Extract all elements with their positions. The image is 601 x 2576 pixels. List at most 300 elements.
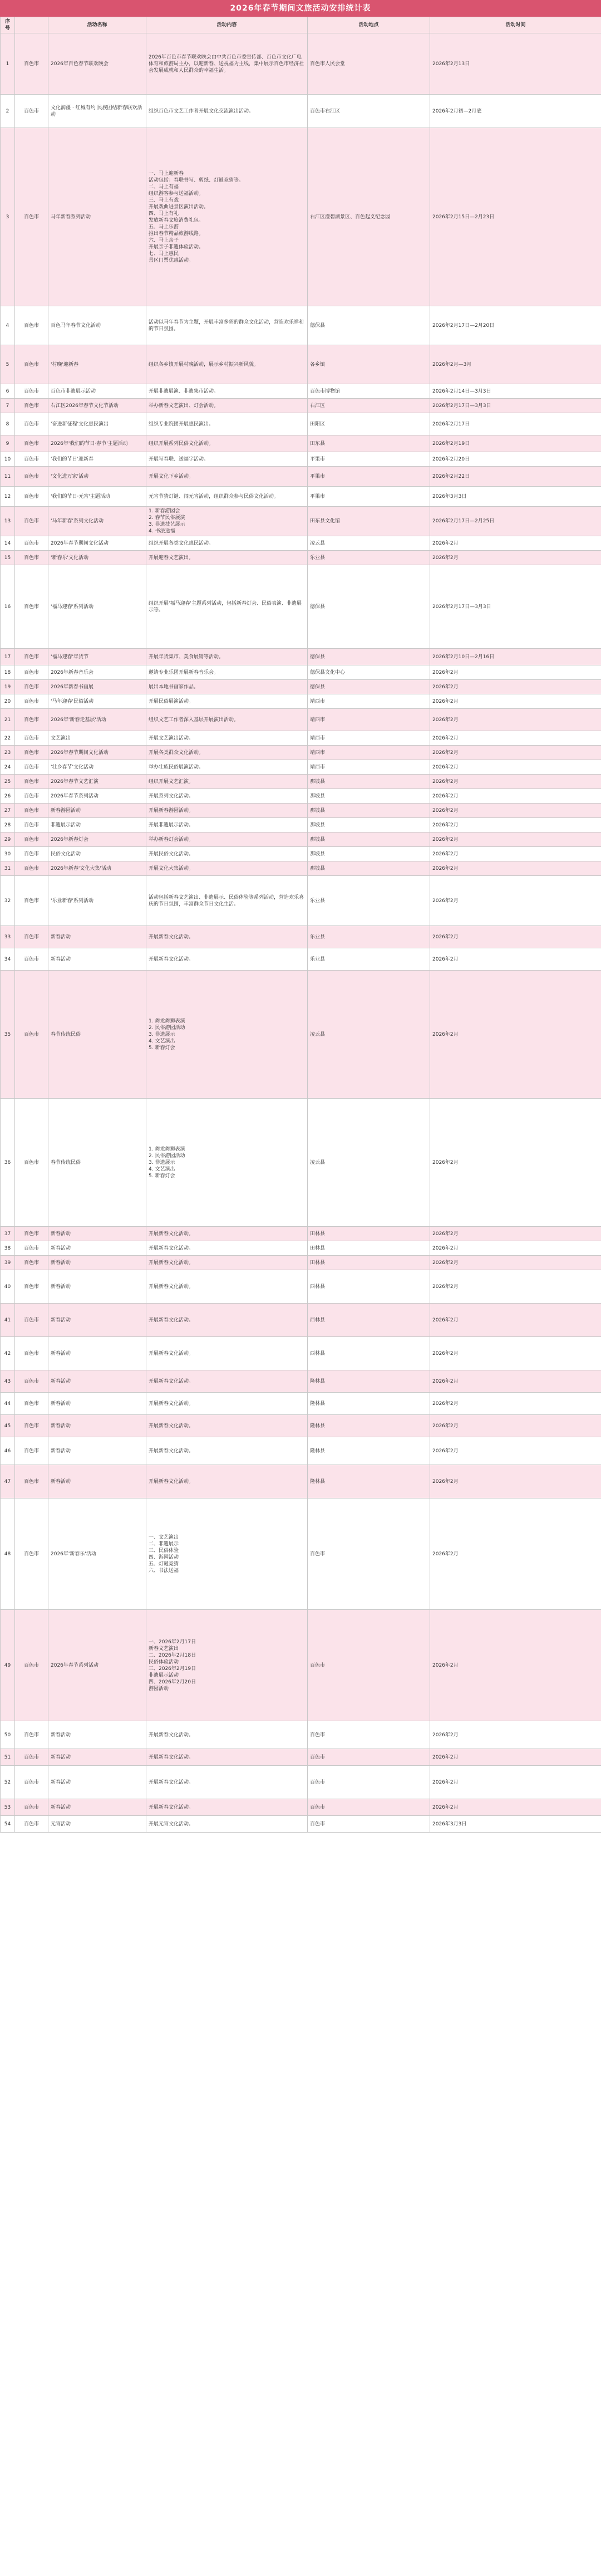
row-activity-name: '乐业新春'系列活动	[48, 876, 146, 926]
table-row	[1, 665, 601, 680]
row-number: 24	[1, 760, 15, 775]
row-activity-name: 新春活动	[48, 1270, 146, 1304]
row-number: 7	[1, 399, 15, 413]
row-city: 百色市	[15, 789, 48, 804]
row-number: 49	[1, 1610, 15, 1721]
row-number: 26	[1, 789, 15, 804]
row-city: 百色市	[15, 818, 48, 832]
row-activity-time: 2026年2月	[430, 1227, 601, 1241]
row-activity-time: 2026年2月13日	[430, 33, 601, 95]
row-activity-place: 西林县	[308, 1304, 430, 1337]
table-row	[1, 435, 601, 452]
row-activity-time: 2026年2月	[430, 760, 601, 775]
table-row	[1, 680, 601, 694]
table-row	[1, 345, 601, 384]
row-activity-place: 乐业县	[308, 876, 430, 926]
row-activity-place: 田阳区	[308, 413, 430, 435]
row-number: 5	[1, 345, 15, 384]
row-activity-place: 那坡县	[308, 847, 430, 861]
row-activity-name: '马年新春'系列文化活动	[48, 507, 146, 536]
row-activity-content: 开展文化下乡活动。	[146, 467, 308, 487]
table-row	[1, 746, 601, 760]
row-activity-name: 2026年春节系列活动	[48, 789, 146, 804]
row-number: 11	[1, 467, 15, 487]
header-name: 活动名称	[48, 17, 146, 33]
row-activity-place: 西林县	[308, 1337, 430, 1370]
row-number: 45	[1, 1415, 15, 1437]
row-activity-time: 2026年2月	[430, 1766, 601, 1799]
table-row	[1, 452, 601, 467]
row-number: 50	[1, 1721, 15, 1749]
row-city: 百色市	[15, 1270, 48, 1304]
row-number: 33	[1, 926, 15, 948]
table-row	[1, 694, 601, 709]
row-activity-name: 新春活动	[48, 1437, 146, 1465]
row-number: 17	[1, 649, 15, 665]
row-city: 百色市	[15, 1393, 48, 1415]
row-city: 百色市	[15, 306, 48, 345]
row-activity-content: 展出本地书画家作品。	[146, 680, 308, 694]
row-activity-time: 2026年2月	[430, 1241, 601, 1256]
table-row	[1, 1766, 601, 1799]
row-activity-content: 组织百色市文艺工作者开展文化交流演出活动。	[146, 95, 308, 128]
row-city: 百色市	[15, 694, 48, 709]
table-row	[1, 551, 601, 565]
row-city: 百色市	[15, 665, 48, 680]
row-activity-place: 乐业县	[308, 926, 430, 948]
row-activity-name: 文化润疆 · 红城有约 民族团结新春联欢活动	[48, 95, 146, 128]
row-activity-time: 2026年3月3日	[430, 487, 601, 507]
table-row	[1, 1304, 601, 1337]
row-activity-place: 各乡镇	[308, 345, 430, 384]
row-activity-content: 一、文艺演出 二、非遗展示 三、民俗体验 四、游园活动 五、灯谜竞猜 六、书法送福	[146, 1498, 308, 1610]
table-row	[1, 948, 601, 971]
row-activity-content: 开展新春游园活动。	[146, 804, 308, 818]
row-number: 54	[1, 1816, 15, 1833]
row-activity-content: 开展新春文化活动。	[146, 1415, 308, 1437]
table-row	[1, 775, 601, 789]
table-row	[1, 847, 601, 861]
row-city: 百色市	[15, 1241, 48, 1256]
table-row	[1, 731, 601, 746]
row-activity-content: 举办新春灯会活动。	[146, 832, 308, 847]
row-number: 15	[1, 551, 15, 565]
row-activity-place: 田东县	[308, 435, 430, 452]
row-activity-place: 那坡县	[308, 789, 430, 804]
row-activity-name: 2026年新春音乐会	[48, 665, 146, 680]
row-activity-name: '福马迎春'系列活动	[48, 565, 146, 649]
table-row	[1, 1270, 601, 1304]
row-activity-place: 靖西市	[308, 731, 430, 746]
row-activity-name: 新春游园活动	[48, 804, 146, 818]
row-activity-place: 靖西市	[308, 709, 430, 731]
row-city: 百色市	[15, 536, 48, 551]
table-row	[1, 1241, 601, 1256]
row-activity-time: 2026年2月	[430, 665, 601, 680]
row-city: 百色市	[15, 507, 48, 536]
row-city: 百色市	[15, 435, 48, 452]
table-row	[1, 861, 601, 876]
row-activity-time: 2026年2月	[430, 709, 601, 731]
row-activity-name: 2026年'新春乐'活动	[48, 1498, 146, 1610]
header-city	[15, 17, 48, 33]
row-city: 百色市	[15, 775, 48, 789]
row-activity-name: 百色市非遗展示活动	[48, 384, 146, 399]
row-city: 百色市	[15, 551, 48, 565]
table-row	[1, 1393, 601, 1415]
row-activity-time: 2026年2月	[430, 1304, 601, 1337]
row-activity-time: 2026年2月22日	[430, 467, 601, 487]
table-row	[1, 487, 601, 507]
row-number: 53	[1, 1799, 15, 1816]
row-number: 41	[1, 1304, 15, 1337]
row-activity-time: 2026年2月17日	[430, 413, 601, 435]
row-activity-name: 新春活动	[48, 1227, 146, 1241]
table-row	[1, 384, 601, 399]
row-activity-place: 靖西市	[308, 694, 430, 709]
row-city: 百色市	[15, 413, 48, 435]
row-activity-place: 田林县	[308, 1241, 430, 1256]
row-activity-name: 2026年春节文艺汇演	[48, 775, 146, 789]
row-activity-content: 开展非遗展示活动。	[146, 818, 308, 832]
row-city: 百色市	[15, 399, 48, 413]
row-activity-time: 2026年2月20日	[430, 452, 601, 467]
row-city: 百色市	[15, 948, 48, 971]
row-activity-name: 新春活动	[48, 1393, 146, 1415]
row-activity-place: 隆林县	[308, 1465, 430, 1498]
row-number: 52	[1, 1766, 15, 1799]
row-city: 百色市	[15, 847, 48, 861]
row-number: 40	[1, 1270, 15, 1304]
row-activity-time: 2026年2月	[430, 789, 601, 804]
row-activity-place: 百色市	[308, 1721, 430, 1749]
row-activity-time: 2026年2月初—2月底	[430, 95, 601, 128]
row-activity-time: 2026年2月	[430, 1465, 601, 1498]
row-number: 4	[1, 306, 15, 345]
row-activity-place: 百色市	[308, 1749, 430, 1766]
row-activity-place: 平果市	[308, 452, 430, 467]
row-activity-content: 开展新春文化活动。	[146, 1370, 308, 1393]
row-city: 百色市	[15, 1415, 48, 1437]
row-activity-content: 开展新春文化活动。	[146, 1437, 308, 1465]
row-activity-time: 2026年2月	[430, 694, 601, 709]
row-city: 百色市	[15, 1721, 48, 1749]
row-activity-time: 2026年2月	[430, 536, 601, 551]
row-activity-place: 平果市	[308, 487, 430, 507]
row-activity-time: 2026年3月3日	[430, 1816, 601, 1833]
row-activity-name: 新春活动	[48, 1465, 146, 1498]
table-row	[1, 1498, 601, 1610]
row-number: 25	[1, 775, 15, 789]
row-number: 9	[1, 435, 15, 452]
row-city: 百色市	[15, 861, 48, 876]
row-activity-place: 隆林县	[308, 1437, 430, 1465]
row-activity-name: 新春活动	[48, 1256, 146, 1270]
row-number: 22	[1, 731, 15, 746]
row-number: 16	[1, 565, 15, 649]
table-row	[1, 804, 601, 818]
row-activity-place: 凌云县	[308, 971, 430, 1099]
row-activity-content: 开展新春文化活动。	[146, 1766, 308, 1799]
row-city: 百色市	[15, 926, 48, 948]
row-activity-place: 那坡县	[308, 804, 430, 818]
row-activity-content: 开展民俗文化活动。	[146, 847, 308, 861]
row-activity-time: 2026年2月	[430, 1099, 601, 1227]
row-city: 百色市	[15, 832, 48, 847]
row-city: 百色市	[15, 1766, 48, 1799]
row-activity-name: 2026年春节期间文化活动	[48, 536, 146, 551]
header-place: 活动地点	[308, 17, 430, 33]
header-time: 活动时间	[430, 17, 601, 33]
header-content: 活动内容	[146, 17, 308, 33]
row-city: 百色市	[15, 452, 48, 467]
row-number: 38	[1, 1241, 15, 1256]
row-activity-place: 百色市	[308, 1799, 430, 1816]
row-city: 百色市	[15, 345, 48, 384]
row-activity-place: 右江区	[308, 399, 430, 413]
row-activity-place: 百色市博物馆	[308, 384, 430, 399]
table-header-row	[1, 17, 601, 33]
row-number: 20	[1, 694, 15, 709]
row-activity-time: 2026年2月	[430, 971, 601, 1099]
row-activity-time: 2026年2月	[430, 804, 601, 818]
table-row	[1, 832, 601, 847]
table-row	[1, 128, 601, 306]
table-row	[1, 926, 601, 948]
row-activity-time: 2026年2月	[430, 847, 601, 861]
row-activity-name: '村晚'迎新春	[48, 345, 146, 384]
row-activity-name: 新春活动	[48, 1304, 146, 1337]
row-activity-content: 开展新春文化活动。	[146, 1304, 308, 1337]
row-activity-time: 2026年2月	[430, 818, 601, 832]
row-activity-name: 新春活动	[48, 948, 146, 971]
row-activity-time: 2026年2月	[430, 1256, 601, 1270]
row-activity-place: 那坡县	[308, 832, 430, 847]
row-activity-content: 开展写春联、送福字活动。	[146, 452, 308, 467]
row-activity-time: 2026年2月	[430, 1337, 601, 1370]
row-city: 百色市	[15, 760, 48, 775]
row-activity-place: 百色市右江区	[308, 95, 430, 128]
row-activity-content: 1. 舞龙舞狮表演 2. 民俗游园活动 3. 非遗展示 4. 文艺演出 5. 新春灯会	[146, 971, 308, 1099]
row-activity-name: 春节传统民俗	[48, 1099, 146, 1227]
row-number: 18	[1, 665, 15, 680]
row-city: 百色市	[15, 128, 48, 306]
row-number: 6	[1, 384, 15, 399]
row-activity-place: 隆林县	[308, 1415, 430, 1437]
row-activity-name: '我们的节日·元宵'主题活动	[48, 487, 146, 507]
row-activity-content: 组织文艺工作者深入基层开展演出活动。	[146, 709, 308, 731]
row-activity-name: 新春活动	[48, 1337, 146, 1370]
row-activity-place: 那坡县	[308, 818, 430, 832]
row-activity-content: 组织开展各类文化惠民活动。	[146, 536, 308, 551]
row-activity-time: 2026年2月	[430, 1610, 601, 1721]
row-activity-content: 开展新春文化活动。	[146, 1799, 308, 1816]
row-activity-place: 隆林县	[308, 1393, 430, 1415]
row-activity-content: 活动包括新春文艺演出、非遗展示、民俗体验等系列活动，营造欢乐喜庆的节日氛围，丰富群众节日文化生活。	[146, 876, 308, 926]
row-number: 27	[1, 804, 15, 818]
row-activity-place: 西林县	[308, 1270, 430, 1304]
row-activity-name: 2026年新春'文化大集'活动	[48, 861, 146, 876]
row-city: 百色市	[15, 1304, 48, 1337]
row-activity-content: 组织开展文艺汇演。	[146, 775, 308, 789]
row-activity-time: 2026年2月	[430, 731, 601, 746]
row-number: 29	[1, 832, 15, 847]
row-activity-name: 2026年新春书画展	[48, 680, 146, 694]
table-row	[1, 971, 601, 1099]
row-activity-content: 开展新春文化活动。	[146, 1721, 308, 1749]
row-activity-content: 组织专业院团开展惠民演出。	[146, 413, 308, 435]
row-activity-time: 2026年2月	[430, 1393, 601, 1415]
table-row	[1, 306, 601, 345]
row-city: 百色市	[15, 565, 48, 649]
table-row	[1, 709, 601, 731]
row-activity-content: 一、马上迎新春 活动包括：春联书写、剪纸、灯谜竞猜等。 二、马上有福 组织游客参与送福活动。 三、马上有戏 开展戏曲进景区演出活动。 四、马上有礼 发放新春文旅消费礼包。 五、马上乐游 推出春节精品旅游线路。 六、马上亲子 开展亲子非遗体验活动。 七、马上惠民 景区门票优惠活动。	[146, 128, 308, 306]
row-activity-name: '新春乐'文化活动	[48, 551, 146, 565]
table-row	[1, 1415, 601, 1437]
row-city: 百色市	[15, 1610, 48, 1721]
row-city: 百色市	[15, 1749, 48, 1766]
row-activity-time: 2026年2月	[430, 948, 601, 971]
row-activity-time: 2026年2月	[430, 1799, 601, 1816]
row-activity-content: 开展新春文化活动。	[146, 1270, 308, 1304]
row-number: 46	[1, 1437, 15, 1465]
row-number: 47	[1, 1465, 15, 1498]
row-activity-time: 2026年2月	[430, 926, 601, 948]
row-activity-content: 开展新春文化活动。	[146, 1749, 308, 1766]
table-row	[1, 95, 601, 128]
table-row	[1, 399, 601, 413]
row-activity-time: 2026年2月17日—3月3日	[430, 565, 601, 649]
table-row	[1, 507, 601, 536]
row-number: 30	[1, 847, 15, 861]
row-number: 39	[1, 1256, 15, 1270]
row-number: 8	[1, 413, 15, 435]
row-activity-time: 2026年2月—3月	[430, 345, 601, 384]
row-activity-time: 2026年2月17日—2月20日	[430, 306, 601, 345]
row-activity-content: 一、2026年2月17日 新春文艺演出 二、2026年2月18日 民俗体验活动 三、2026年2月19日 非遗展示活动 四、2026年2月20日 游园活动	[146, 1610, 308, 1721]
row-activity-name: 百色马年春节文化活动	[48, 306, 146, 345]
row-activity-name: '壮乡春节'文化活动	[48, 760, 146, 775]
row-activity-time: 2026年2月	[430, 1437, 601, 1465]
row-city: 百色市	[15, 649, 48, 665]
table-row	[1, 1370, 601, 1393]
row-activity-place: 百色市人民会堂	[308, 33, 430, 95]
row-activity-name: 2026年新春灯会	[48, 832, 146, 847]
row-city: 百色市	[15, 1816, 48, 1833]
row-activity-place: 田东县文化馆	[308, 507, 430, 536]
row-activity-name: 新春活动	[48, 926, 146, 948]
row-number: 31	[1, 861, 15, 876]
row-number: 2	[1, 95, 15, 128]
row-city: 百色市	[15, 33, 48, 95]
row-activity-place: 百色市	[308, 1766, 430, 1799]
row-city: 百色市	[15, 1498, 48, 1610]
row-activity-name: 文艺演出	[48, 731, 146, 746]
row-activity-place: 田林县	[308, 1256, 430, 1270]
row-city: 百色市	[15, 804, 48, 818]
row-city: 百色市	[15, 95, 48, 128]
row-activity-content: 开展新春文化活动。	[146, 948, 308, 971]
row-activity-place: 乐业县	[308, 948, 430, 971]
row-city: 百色市	[15, 709, 48, 731]
table-row	[1, 1437, 601, 1465]
row-activity-time: 2026年2月17日—3月3日	[430, 399, 601, 413]
row-city: 百色市	[15, 1370, 48, 1393]
row-activity-place: 凌云县	[308, 536, 430, 551]
row-activity-content: 组织开展'福马迎春'主题系列活动，包括新春灯会、民俗表演、非遗展示等。	[146, 565, 308, 649]
row-city: 百色市	[15, 1799, 48, 1816]
table-row	[1, 1465, 601, 1498]
row-activity-content: 2026年百色市春节联欢晚会由中共百色市委宣传部、百色市文化广电体育和旅游局主办，以迎新春、送祝福为主线，集中展示百色市经济社会发展成就和人民群众的幸福生活。	[146, 33, 308, 95]
row-activity-content: 开展非遗展演、非遗集市活动。	[146, 384, 308, 399]
table-row	[1, 33, 601, 95]
row-activity-place: 平果市	[308, 467, 430, 487]
table-row	[1, 649, 601, 665]
row-activity-time: 2026年2月	[430, 746, 601, 760]
row-activity-name: 新春活动	[48, 1721, 146, 1749]
row-activity-content: 举办新春文艺演出、灯会活动。	[146, 399, 308, 413]
row-activity-name: '文化进万家'活动	[48, 467, 146, 487]
row-city: 百色市	[15, 1227, 48, 1241]
row-activity-place: 隆林县	[308, 1370, 430, 1393]
row-activity-content: 开展文艺演出活动。	[146, 731, 308, 746]
row-number: 43	[1, 1370, 15, 1393]
row-number: 23	[1, 746, 15, 760]
table-row	[1, 467, 601, 487]
header-no: 序号	[1, 17, 15, 33]
row-number: 42	[1, 1337, 15, 1370]
row-activity-content: 开展年货集市、美食展销等活动。	[146, 649, 308, 665]
row-activity-content: 开展新春文化活动。	[146, 926, 308, 948]
row-number: 51	[1, 1749, 15, 1766]
row-number: 13	[1, 507, 15, 536]
table-row	[1, 760, 601, 775]
row-activity-name: 元宵活动	[48, 1816, 146, 1833]
row-activity-content: 开展文化大集活动。	[146, 861, 308, 876]
table-row	[1, 1337, 601, 1370]
row-activity-content: 组织开展系列民俗文化活动。	[146, 435, 308, 452]
row-activity-name: '福马迎春'年货节	[48, 649, 146, 665]
row-number: 10	[1, 452, 15, 467]
row-activity-name: '马年迎春'民俗活动	[48, 694, 146, 709]
row-activity-content: 1. 舞龙舞狮表演 2. 民俗游园活动 3. 非遗展示 4. 文艺演出 5. 新春灯会	[146, 1099, 308, 1227]
row-city: 百色市	[15, 487, 48, 507]
table-row	[1, 1099, 601, 1227]
row-activity-name: 2026年春节系列活动	[48, 1610, 146, 1721]
row-city: 百色市	[15, 467, 48, 487]
row-activity-time: 2026年2月	[430, 1270, 601, 1304]
row-activity-time: 2026年2月	[430, 1721, 601, 1749]
row-activity-content: 开展新春文化活动。	[146, 1393, 308, 1415]
row-activity-content: 开展新春文化活动。	[146, 1337, 308, 1370]
row-activity-place: 德保县	[308, 680, 430, 694]
page-title: 2026年春节期间文旅活动安排统计表	[0, 0, 601, 17]
row-activity-time: 2026年2月	[430, 775, 601, 789]
row-activity-content: 组织各乡镇开展村晚活动，展示乡村振兴新风貌。	[146, 345, 308, 384]
row-city: 百色市	[15, 1437, 48, 1465]
row-activity-content: 开展新春文化活动。	[146, 1241, 308, 1256]
row-activity-content: 元宵节猜灯谜、闹元宵活动，组织群众参与民俗文化活动。	[146, 487, 308, 507]
row-activity-time: 2026年2月17日—2月25日	[430, 507, 601, 536]
row-activity-name: 民俗文化活动	[48, 847, 146, 861]
row-activity-time: 2026年2月	[430, 1415, 601, 1437]
table-row	[1, 789, 601, 804]
row-activity-name: 2026年'我们的节日·春节'主题活动	[48, 435, 146, 452]
row-number: 12	[1, 487, 15, 507]
row-activity-name: 新春活动	[48, 1749, 146, 1766]
row-activity-place: 凌云县	[308, 1099, 430, 1227]
row-activity-name: 2026年'新春走基层'活动	[48, 709, 146, 731]
